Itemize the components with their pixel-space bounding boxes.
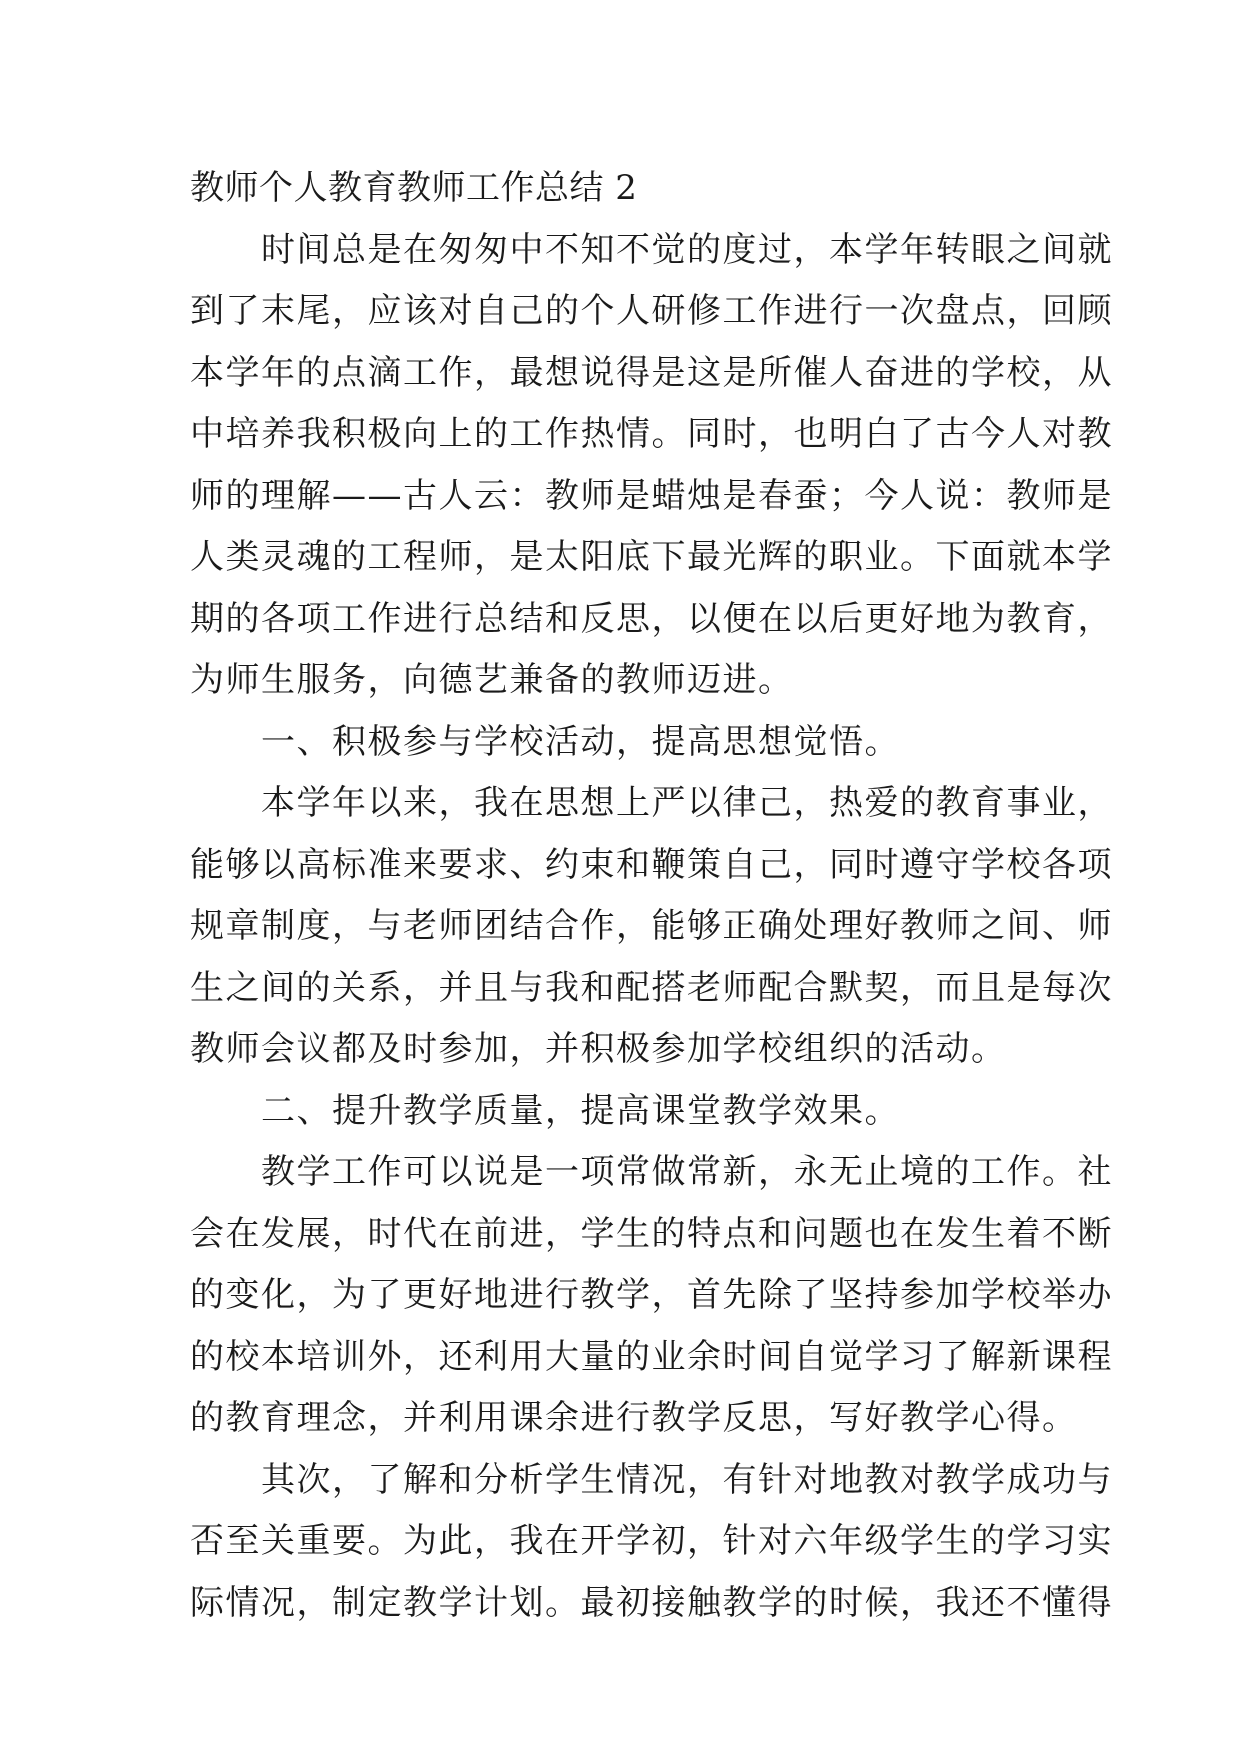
text-line: 生之间的关系，并且与我和配搭老师配合默契，而且是每次 (190, 967, 1113, 1008)
section-heading: 二、提升教学质量，提高课堂教学效果。 (190, 1090, 900, 1131)
text-line: 际情况，制定教学计划。最初接触教学的时候，我还不懂得 (190, 1582, 1113, 1623)
text-line: 师的理解——古人云：教师是蜡烛是春蚕；今人说：教师是 (190, 475, 1113, 516)
text-line: 能够以高标准来要求、约束和鞭策自己，同时遵守学校各项 (190, 844, 1113, 885)
text-line: 到了末尾，应该对自己的个人研修工作进行一次盘点，回顾 (190, 291, 1113, 331)
text-line: 教师会议都及时参加，并积极参加学校组织的活动。 (190, 1029, 1007, 1069)
text-line: 为师生服务，向德艺兼备的教师迈进。 (190, 660, 794, 700)
text-line: 中培养我积极向上的工作热情。同时，也明白了古今人对教 (190, 414, 1113, 454)
section-heading: 一、积极参与学校活动，提高思想觉悟。 (190, 721, 900, 762)
text-line: 教学工作可以说是一项常做常新，永无止境的工作。社 (190, 1152, 1113, 1192)
text-line: 时间总是在匆匆中不知不觉的度过，本学年转眼之间就 (190, 229, 1113, 270)
text-line: 人类灵魂的工程师，是太阳底下最光辉的职业。下面就本学 (190, 537, 1113, 577)
text-line: 本学年以来，我在思想上严以律己，热爱的教育事业， (190, 783, 1113, 823)
text-line: 否至关重要。为此，我在开学初，针对六年级学生的学习实 (190, 1521, 1113, 1561)
document-body (190, 158, 1113, 1634)
text-line: 规章制度，与老师团结合作，能够正确处理好教师之间、师 (190, 906, 1113, 946)
text-line: 的教育理念，并利用课余进行教学反思，写好教学心得。 (190, 1398, 1078, 1438)
text-line: 会在发展，时代在前进，学生的特点和问题也在发生着不断 (190, 1213, 1113, 1254)
text-line: 的变化，为了更好地进行教学，首先除了坚持参加学校举办 (190, 1275, 1113, 1315)
text-line: 其次，了解和分析学生情况，有针对地教对教学成功与 (190, 1459, 1113, 1500)
text-line: 期的各项工作进行总结和反思，以便在以后更好地为教育， (190, 598, 1113, 639)
text-line: 的校本培训外，还利用大量的业余时间自觉学习了解新课程 (190, 1336, 1113, 1377)
text-line: 本学年的点滴工作，最想说得是这是所催人奋进的学校，从 (190, 352, 1113, 393)
document-title: 教师个人教育教师工作总结 2 (190, 168, 638, 208)
